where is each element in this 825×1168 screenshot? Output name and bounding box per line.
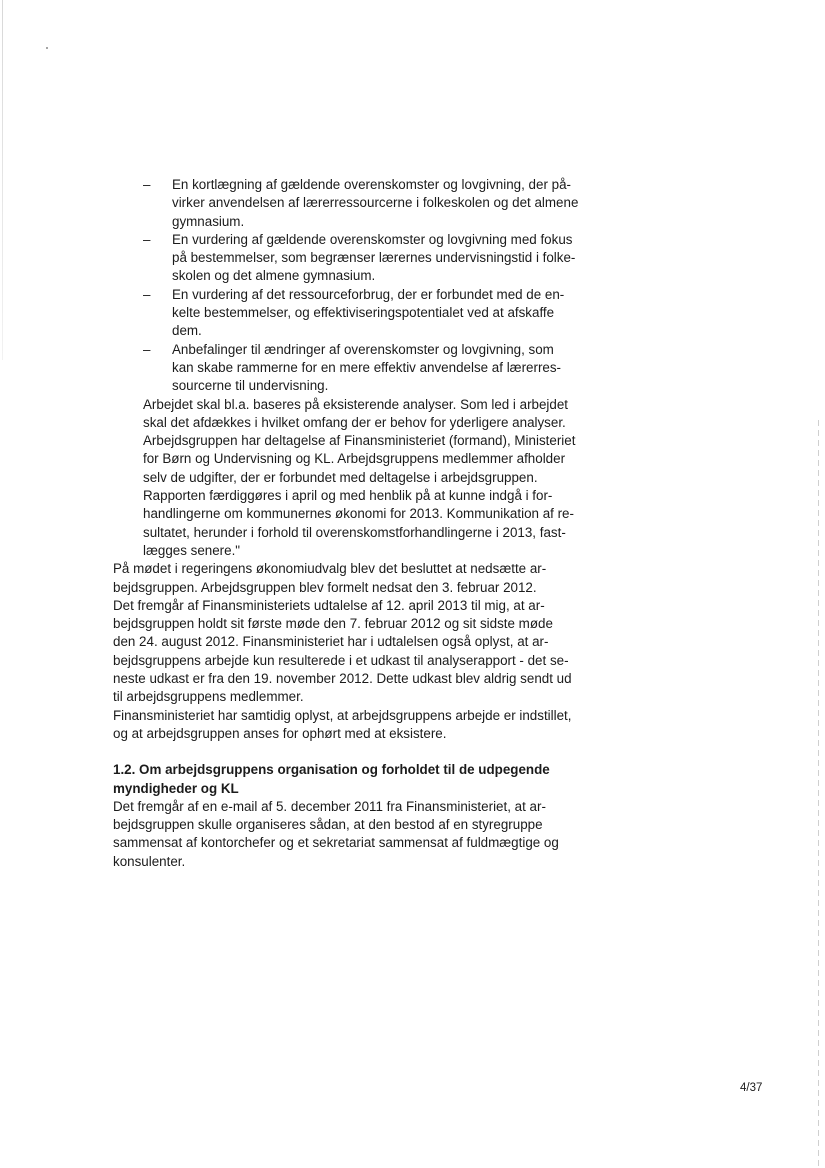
bullet-line: sourcerne til undervisning. <box>172 378 329 394</box>
paragraph-line: bejdsgruppens arbejde kun resulterede i et udkast til analyserapport - det se- <box>113 652 569 668</box>
heading-line: 1.2. Om arbejdsgruppens organisation og forholdet til de udpegende <box>113 762 550 778</box>
paragraph-line: konsulenter. <box>113 853 186 869</box>
paragraph-line: Det fremgår af en e-mail af 5. december 2011 fra Finansministeriet, at ar- <box>113 798 546 814</box>
bullet-dash: – <box>143 286 151 302</box>
quoted-paragraph <box>113 487 583 560</box>
bullet-dash: – <box>143 177 151 192</box>
bullet-item <box>113 176 583 231</box>
paragraph-line: bejdsgruppen holdt sit første møde den 7. februar 2012 og sit sidste møde <box>113 616 553 632</box>
bullet-item <box>113 341 583 396</box>
bullet-line: Anbefalinger til ændringer af overenskomster og lovgivning, som <box>172 341 554 357</box>
paragraph-line: Rapporten færdiggøres i april og med henblik på at kunne indgå i for- <box>143 488 553 504</box>
paragraph-line: Arbejdsgruppen har deltagelse af Finansministeriet (formand), Ministeriet <box>143 433 576 449</box>
paragraph-line: bejdsgruppen. Arbejdsgruppen blev formelt nedsat den 3. februar 2012. <box>113 579 537 595</box>
bullet-line: på bestemmelser, som begrænser lærernes undervisningstid i folke- <box>172 250 576 266</box>
body-paragraph <box>113 597 583 707</box>
body-paragraph <box>113 560 583 597</box>
bullet-line: dem. <box>172 323 202 339</box>
bullet-line: En vurdering af gældende overenskomster og lovgivning med fokus <box>172 231 573 247</box>
paragraph-line: Finansministeriet har samtidig oplyst, at arbejdsgruppens arbejde er indstillet, <box>113 707 572 723</box>
body-paragraph <box>113 707 583 744</box>
paragraph-line: bejdsgruppen skulle organiseres sådan, at den bestod af en styregruppe <box>113 817 543 833</box>
heading-line: myndigheder og KL <box>113 780 239 796</box>
bullet-line: kan skabe rammerne for en mere effektiv anvendelse af lærerres- <box>172 359 562 375</box>
bullet-item <box>113 286 583 341</box>
paragraph-line: for Børn og Undervisning og KL. Arbejdsgruppens medlemmer afholder <box>143 451 566 467</box>
quoted-bullet-list <box>113 176 583 396</box>
quoted-paragraph <box>113 432 583 487</box>
page-number: 4/37 <box>740 1082 763 1094</box>
bullet-line: En kortlægning af gældende overenskomster og lovgivning, der på- <box>172 177 571 192</box>
paragraph-line: skal det afdækkes i hvilket omfang der er behov for yderligere analyser. <box>143 414 566 430</box>
bullet-dash: – <box>143 341 151 357</box>
paragraph-line: den 24. august 2012. Finansministeriet har i udtalelsen også oplyst, at ar- <box>113 634 549 650</box>
scan-edge-left <box>2 0 3 360</box>
paragraph-line: til arbejdsgruppens medlemmer. <box>113 689 304 705</box>
section-heading <box>113 761 583 798</box>
bullet-item <box>113 231 583 286</box>
bullet-line: En vurdering af det ressourceforbrug, der er forbundet med de en- <box>172 286 565 302</box>
bullet-line: skolen og det almene gymnasium. <box>172 268 376 284</box>
bullet-line: virker anvendelsen af lærerressourcerne i folkeskolen og det almene <box>172 195 579 211</box>
page-content <box>113 176 583 871</box>
quoted-paragraph <box>113 396 583 433</box>
bullet-line: kelte bestemmelser, og effektiviseringspotentialet ved at afskaffe <box>172 305 555 321</box>
scan-speck <box>46 47 48 49</box>
bullet-line: gymnasium. <box>172 213 245 229</box>
paragraph-line: Arbejdet skal bl.a. baseres på eksisterende analyser. Som led i arbejdet <box>143 396 569 412</box>
paragraph-line: handlingerne om kommunernes økonomi for 2013. Kommunikation af re- <box>143 506 574 522</box>
paragraph-line: sammensat af kontorchefer og et sekretariat sammensat af fuldmægtige og <box>113 835 559 851</box>
scan-edge-right <box>818 420 819 1168</box>
paragraph-line: neste udkast er fra den 19. november 2012. Dette udkast blev aldrig sendt ud <box>113 671 572 687</box>
bullet-dash: – <box>143 231 151 247</box>
section-paragraph <box>113 798 583 871</box>
paragraph-line: lægges senere." <box>143 542 241 558</box>
paragraph-line: Det fremgår af Finansministeriets udtalelse af 12. april 2013 til mig, at ar- <box>113 597 545 613</box>
paragraph-line: selv de udgifter, der er forbundet med deltagelse i arbejdsgruppen. <box>143 469 538 485</box>
paragraph-line: På mødet i regeringens økonomiudvalg blev det besluttet at nedsætte ar- <box>113 561 547 577</box>
paragraph-line: og at arbejdsgruppen anses for ophørt med at eksistere. <box>113 725 447 741</box>
paragraph-line: sultatet, herunder i forhold til overenskomstforhandlingerne i 2013, fast- <box>143 524 566 540</box>
